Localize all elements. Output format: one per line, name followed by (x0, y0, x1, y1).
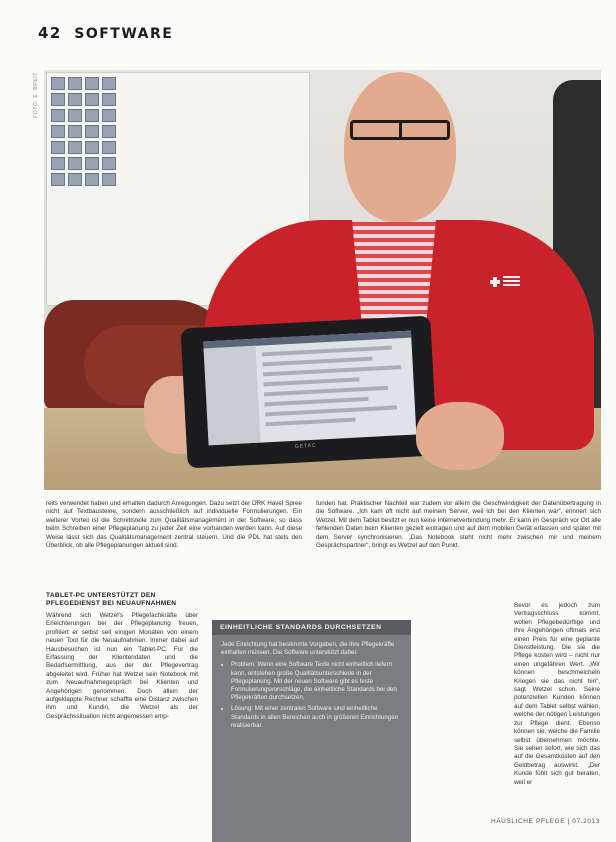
board-tile (102, 125, 116, 138)
board-tile (85, 157, 99, 170)
board-tile (102, 173, 116, 186)
board-tile (68, 93, 82, 106)
board-tile (68, 109, 82, 122)
board-tile (51, 157, 65, 170)
paragraph: Bevor es jedoch zum Vertragsschluss kommt, wollen Pflegebedürftige und ihre Angehörigen oftmals erst einen Preis für eine geplante Dienstleistung. Die sie die Pflege kosten wird – nicht nur einen ungefähren Wert. „Wir können beschmeicheln Kriegen sie das nicht hin“, sagt Wetzel schon. Seine potenziellen Kunden können auf dem Tablet selbst wählen, welche der nötigen Leistungen zur Pflege dient. Ebenso können sie, welche die Familie selbst übernehmen möchte. Sie sehen sofort, wie sich das auf die Gesamtkosten auf den Geldbetrag auswirkt. „Der Kunde fühlt sich gut beraten, weil er (514, 602, 600, 786)
board-tile (51, 77, 65, 90)
paragraph: funden hat. Praktischer Nachteil war zudem vor allem die Geschwindigkeit der Datenübertragung in die Software. „Ich kam oft nicht auf meinem Server, weil ich bei den Klienten war“, erinnert sich Wetzel. Mit dem Tablet besitzt er nun keine Internetverbindung mehr. Er kann im Gespräch vor Ort alle fehlenden Daten beim Klienten gezielt eintragen und auf dem mobilen Gerät erfassen und später mit dem Server synchronisieren. „Das Notebook steht nicht mehr zwischen mir und meinem Gesprächspartner“, bringt es Wetzel auf den Punkt. (316, 500, 602, 550)
photo-credit: FOTO: E. BREIT (33, 72, 39, 118)
right-hand (416, 402, 504, 470)
board-tile (68, 141, 82, 154)
article-column-left (46, 612, 198, 721)
head (344, 72, 456, 222)
board-tile (51, 93, 65, 106)
board-tile (85, 109, 99, 122)
board-tile (85, 173, 99, 186)
board-tile (51, 109, 65, 122)
article-column-left-top (46, 500, 302, 550)
board-tile (102, 157, 116, 170)
board-tile (102, 93, 116, 106)
board-tile (51, 173, 65, 186)
board-tile (102, 77, 116, 90)
section-title: SOFTWARE (74, 26, 174, 42)
list-item: • Lösung: Mit einer zentralen Software sind einheitliche Standards in allen Bereichen auch in größeren Einrichtungen realisierbar. (231, 705, 402, 730)
list-item: • Problem: Wenn eine Software Texte nicht einheitlich liefern kann, entstehen große Qualitätsunterschiede in der Pflegeplanung. Mit der neuen Software gibt es feste Formulierungsvorschläge, die einheitliche Standards bei den Pflegekräften durchsetzen. (231, 661, 402, 702)
article-column-right (514, 602, 600, 787)
article-photo (44, 70, 601, 490)
board-tile (85, 141, 99, 154)
article-subheading: TABLET-PC UNTERSTÜTZT DEN PFLEGEDIENST BEI NEUAUFNAHMEN (46, 592, 177, 608)
board-tile (102, 141, 116, 154)
page-footer: HÄUSLICHE PFLEGE | 07.2013 (490, 818, 600, 825)
drk-logo-icon (490, 275, 520, 293)
board-tile (68, 77, 82, 90)
board-tile (51, 141, 65, 154)
glasses-icon (350, 120, 450, 140)
tablet-screen (203, 331, 416, 446)
info-box-title: EINHEITLICHE STANDARDS DURCHSETZEN (212, 620, 411, 635)
board-tile (85, 77, 99, 90)
paragraph: reits verwendet haben und erhalten dadurch Anregungen. Dazu setzt der DRK Havel Spree nicht auf Textbausteine, sondern ausschließlich auf individuelle Formulierungen. Ein weiterer Vorteil ist die Schnittstelle zum Qualitätsmanagement in der Software, so dass beim Schreiben einer Pflegeplanung zu jeder Zeit eine vorhanden werden kann. Auf diese Weise lässt sich das Qualitätsmanagement zentral steuern. Und die PDL hat stets den Überblick, ob alle Pflegeplanungen aktuell sind. (46, 500, 302, 550)
board-tile (85, 125, 99, 138)
board-tile (51, 125, 65, 138)
page-header (38, 24, 173, 42)
info-box-list (221, 661, 402, 730)
page-number: 42 (38, 24, 62, 42)
tablet-brand-label: GETAC (294, 442, 317, 450)
paragraph: Während sich Wetzel's Pflegefachkräfte über Erleichterungen bei der Pflegeplanung freuen, profitiert er selbst seit einigen Monaten von einem neuen Tool für die Neuaufnahmen. Immer dabei auf Hausbesuchen ist nun ein Tablet-PC. Für die Erfassung der Klientendaten und die Bedarfsermittlung, aus der der Pflegevertrag abgeleitet wird. Früher hat Wetzel sein Notebook mit zum Neuaufnahmegespräch bei Klienten und Angehörigen genommen. Doch allein der aufgeklappte Rechner schaffte eine Distanz zwischen ihm und Kundin, die Wetzel als der Gesprächssituation nicht angemessen emp- (46, 612, 198, 720)
board-tile (68, 125, 82, 138)
board-tile (68, 173, 82, 186)
board-tile-grid (51, 77, 117, 195)
info-box-intro: Jede Einrichtung hat bestimmte Vorgaben, die ihre Pflegekräfte einhalten müssen. Die Software unterstützt dabei: (221, 641, 395, 657)
board-tile (85, 93, 99, 106)
info-box (212, 620, 411, 842)
tablet-pc (181, 316, 438, 469)
board-tile (102, 109, 116, 122)
article-column-right-top (316, 500, 601, 550)
info-box-body (212, 635, 411, 739)
board-tile (68, 157, 82, 170)
